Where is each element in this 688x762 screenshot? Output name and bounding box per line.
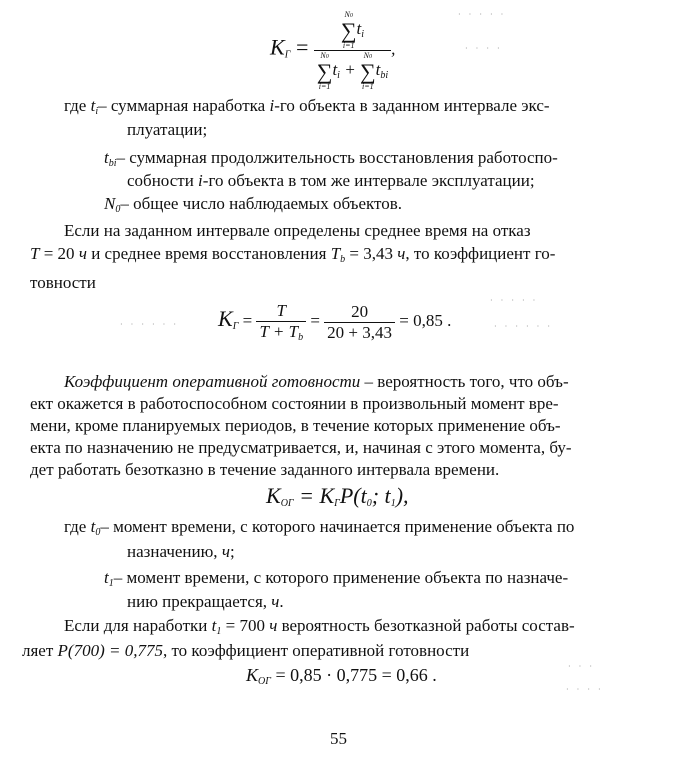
scan-noise: · · · · · · (120, 320, 179, 329)
formula-kg (270, 10, 396, 91)
para3-line1: Если для наработки $t_1 = 700$ ч вероятность безотказной работы состав- (64, 616, 575, 637)
para1-line3: товности (30, 273, 96, 292)
formula-calc: $K_Г$ = $\frac{T}{T + T_b}$ = $\frac{20}{20 + 3,43}$ = 0,85 . (218, 301, 452, 344)
where-t1: $t_1-$ момент времени, с которого применение объекта по назначе- (104, 568, 569, 589)
formula-kg-lhs-sub: Г (284, 49, 291, 61)
scan-noise: · · · · (465, 44, 503, 53)
where-t0-cont: назначению, ч; (127, 542, 235, 561)
para2-line2: ект окажется в работоспособном состоянии в произвольный момент вре- (30, 394, 559, 413)
scan-noise: · · · · · · (494, 322, 553, 331)
where-tbi-cont: собности i-го объекта в том же интервале эксплуатации; (127, 171, 535, 190)
scan-noise: · · · (568, 662, 595, 671)
para1-line2: T = 20 ч и среднее время восстановления $T_b = 3,43$ ч, то коэффициент го- (30, 244, 556, 265)
para2-line5: дет работать безотказно в течение заданного интервала времени. (30, 460, 500, 479)
para2-line3: мени, кроме планируемых периодов, в течение которых применение объ- (30, 416, 561, 435)
sum-symbol: N0 ∑ i=1 (340, 10, 357, 50)
formula-kg-fraction (314, 10, 391, 91)
scan-noise: · · · · · (490, 296, 539, 305)
formula-calc-frac2: $\frac{20}{20 + 3,43}$ (324, 302, 395, 343)
formula-final: $K_{ОГ} = 0,85 \cdot 0,775 = 0,66$ . (246, 665, 437, 687)
formula-kg-numerator: N0 ∑ i=1 $t_i$ (314, 10, 391, 51)
where-tbi: $t_{bi}-$ суммарная продолжительность восстановления работоспо- (104, 148, 558, 169)
para3-line2: ляет P(700) = 0,775, то коэффициент оперативной готовности (22, 641, 470, 660)
para2-line4: екта по назначению не предусматривается, и, начиная с этого момента, бу- (30, 438, 572, 457)
formula-kg-denominator: N0 ∑ i=1 $t_i$ + N0 ∑ i=1 $t_{bi}$ (316, 51, 389, 91)
formula-kog: $K_{ОГ} = K_ГP(t_0$; $t_1$), (266, 483, 409, 509)
where-n0: $N_0-$ общее число наблюдаемых объектов. (104, 194, 403, 215)
page-number: 55 (330, 729, 347, 748)
para2-line1: Коэффициент оперативной готовности – вероятность того, что объ- (64, 372, 569, 391)
formula-calc-frac1: $\frac{T}{T + T_b}$ (256, 301, 306, 343)
scan-noise: · · · · · (458, 10, 507, 19)
scan-noise: · · · · (566, 685, 604, 694)
where-t0: где $t_0-$ момент времени, с которого начинается применение объекта по (64, 517, 575, 538)
where-ti-cont: плуатации; (127, 120, 208, 139)
formula-kg-eq: = (294, 34, 310, 60)
where-t1-cont: нию прекращается, ч. (127, 592, 284, 611)
where-ti: где $t_i-$ суммарная наработка i-го объекта в заданном интервале экс- (64, 96, 550, 117)
formula-kg-lhs: K (270, 34, 285, 60)
formula-kg-tail: , (391, 39, 396, 59)
para1-line1: Если на заданном интервале определены среднее время на отказ (64, 221, 531, 240)
